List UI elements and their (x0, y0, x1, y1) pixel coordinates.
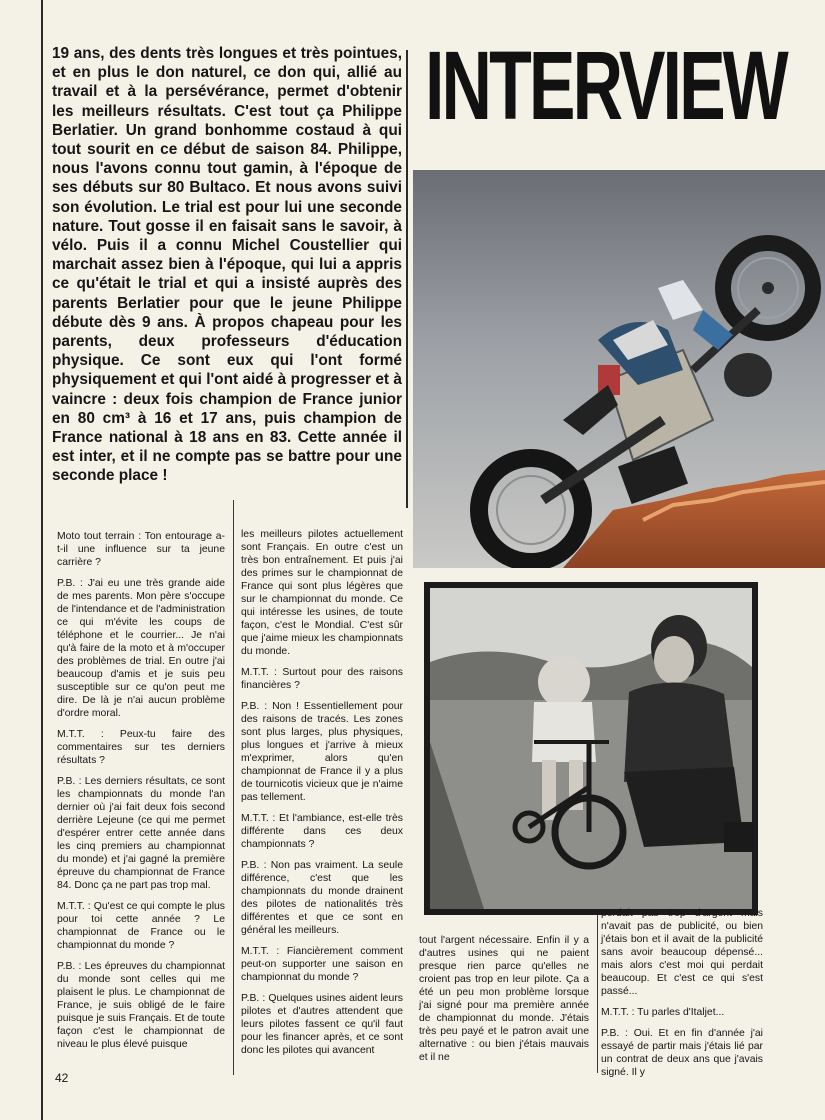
intro-divider-rule (406, 50, 408, 508)
answer-text: P.B. : J'ai eu une très grande aide de mes parents. Mon père s'occupe de l'intendance et de l'administration ce qui m'évite les coups de téléphone et le courrier... Je n'ai qu'à faire de la moto et à m'occuper des problèmes de trial. En outre j'ai beaucoup d'amis et je suis peu susceptible sur ce qu'on peut me dire. De là je n'ai aucun problème d'ordre moral. (57, 578, 225, 719)
column-divider-rule (233, 500, 234, 1075)
answer-text: P.B. : Non pas vraiment. La seule différence, c'est que les championnats du monde drainent des pilotes de nationalités très différentes et que ce sont en général les meilleurs. (241, 860, 403, 936)
answer-text: P.B. : Non ! Essentiellement pour des raisons de tracés. Les zones sont plus larges, plus physiques, plus longues et j'arrive à mieux m'exprimer, alors qu'en championnat de France il y a plus de tournicotis vicieux que je n'aime pas tellement. (241, 701, 403, 803)
answer-text: P.B. : Oui. Et en fin d'année j'ai essayé de partir mais j'étais lié par un contrat de deux ans que j'avais signé. Il y (601, 1028, 763, 1078)
headline-interview: INTERVIEW (425, 31, 786, 140)
question-text: M.T.T. : Peux-tu faire des commentaires sur tes derniers résultats ? (57, 729, 225, 766)
interview-column-2 (241, 528, 403, 1065)
question-text: M.T.T. : Et l'ambiance, est-elle très différente dans ces deux championnats ? (241, 813, 403, 850)
page-number: 42 (55, 1071, 69, 1085)
interview-column-4 (601, 907, 763, 1087)
answer-text: P.B. : Les épreuves du championnat du monde sont celles qui me plaisent le plus. Le championnat de France, je suis obligé de le faire puisque je suis Français. Et de toute façon c'est le championnat de niveau le plus élevé puisque (57, 961, 225, 1050)
question-text: M.T.T. : Tu parles d'Italjet... (601, 1007, 725, 1018)
interview-column-1 (57, 530, 225, 1059)
answer-text: P.B. : Quelques usines aident leurs pilotes et d'autres attendent que leurs pilotes fassent ce qu'il faut pour les financer après, et ce sont donc les pilotes qui avancent (241, 993, 403, 1056)
column-divider-rule (597, 908, 598, 1073)
intro-paragraph: 19 ans, des dents très longues et très pointues, et en plus le don naturel, ce don qui, allié au travail et à la persévérance, permet d'obtenir les meilleurs résultats. C'est tout ça Philippe Berlatier. Un grand bonhomme costaud à qui tout sourit en ce début de saison 84. Philippe, nous l'avons connu tout gamin, à l'époque de ses débuts sur 80 Bultaco. Et nous avons suivi son évolution. Le trial est pour lui une seconde nature. Tout gosse il en faisait sans le savoir, à vélo. Puis il a connu Michel Coustellier qui marchait assez bien à l'époque, qui lui a appris ce qu'était le trial et qui a insisté auprès des parents Berlatier pour que le jeune Philippe débute dès 9 ans. À propos chapeau pour les parents, deux professeurs d'éducation physique. Ce sont eux qui l'ont formé physiquement et qui l'ont aidé à progresser et à vaincre : deux fois champion de France junior en 80 cm³ à 16 et 17 ans, puis champion de France national à 18 ans en 83. Cette année il est inter, et il ne compte pas se battre pour une seconde place ! (52, 45, 402, 485)
interview-column-3 (419, 934, 589, 1072)
answer-text: les meilleurs pilotes actuellement sont Français. En outre c'est un très bon entraînement. Et puis j'ai des primes sur le championnat de France qui sont plus légères que sur le championnat du monde. Ce qui intéresse les usines, de toute façon, c'est le Mondial. C'est sûr que j'aime mieux les championnats du monde. (241, 529, 403, 657)
answer-text: tout l'argent nécessaire. Enfin il y a d'autres usines qui ne paient presque rien parce qu'elles ne croient pas trop en leur pilote. Ça a été un peu mon problème lorsque j'ai signé pour ma première année de championnat du monde. J'étais très peu payé et le patron avait une alternative : ou bien j'étais mauvais et il ne (419, 935, 589, 1063)
question-text: M.T.T. : Fiancièrement comment peut-on supporter une saison en championnat du monde ? (241, 946, 403, 983)
motorcycle-trial-photo (413, 170, 825, 568)
question-text: Moto tout terrain : Ton entourage a-t-il une influence sur ta jeune carrière ? (57, 531, 225, 568)
left-margin-rule (41, 0, 43, 1120)
father-child-tricycle-photo (424, 582, 758, 915)
question-text: M.T.T. : Qu'est ce qui compte le plus pour toi cette année ? Le championnat de France ou le championnat du monde ? (57, 901, 225, 951)
answer-text: perdait pas trop d'argent mais n'avait pas de publicité, ou bien j'étais bon et il avait de la publicité sans avoir beaucoup dépensé... mais alors c'est moi qui perdait beaucoup. Et c'est ce qui s'est passé... (601, 908, 763, 997)
question-text: M.T.T. : Surtout pour des raisons financières ? (241, 667, 403, 691)
answer-text: P.B. : Les derniers résultats, ce sont les championnats du monde l'an dernier où j'ai fait deux fois second derrière Lejeune (ce qui me permet d'espérer entrer cette année dans les cinq premiers au championnat du monde) et j'ai gagné la première épreuve du championnat de France 84. Donc ça ne part pas trop mal. (57, 776, 225, 891)
